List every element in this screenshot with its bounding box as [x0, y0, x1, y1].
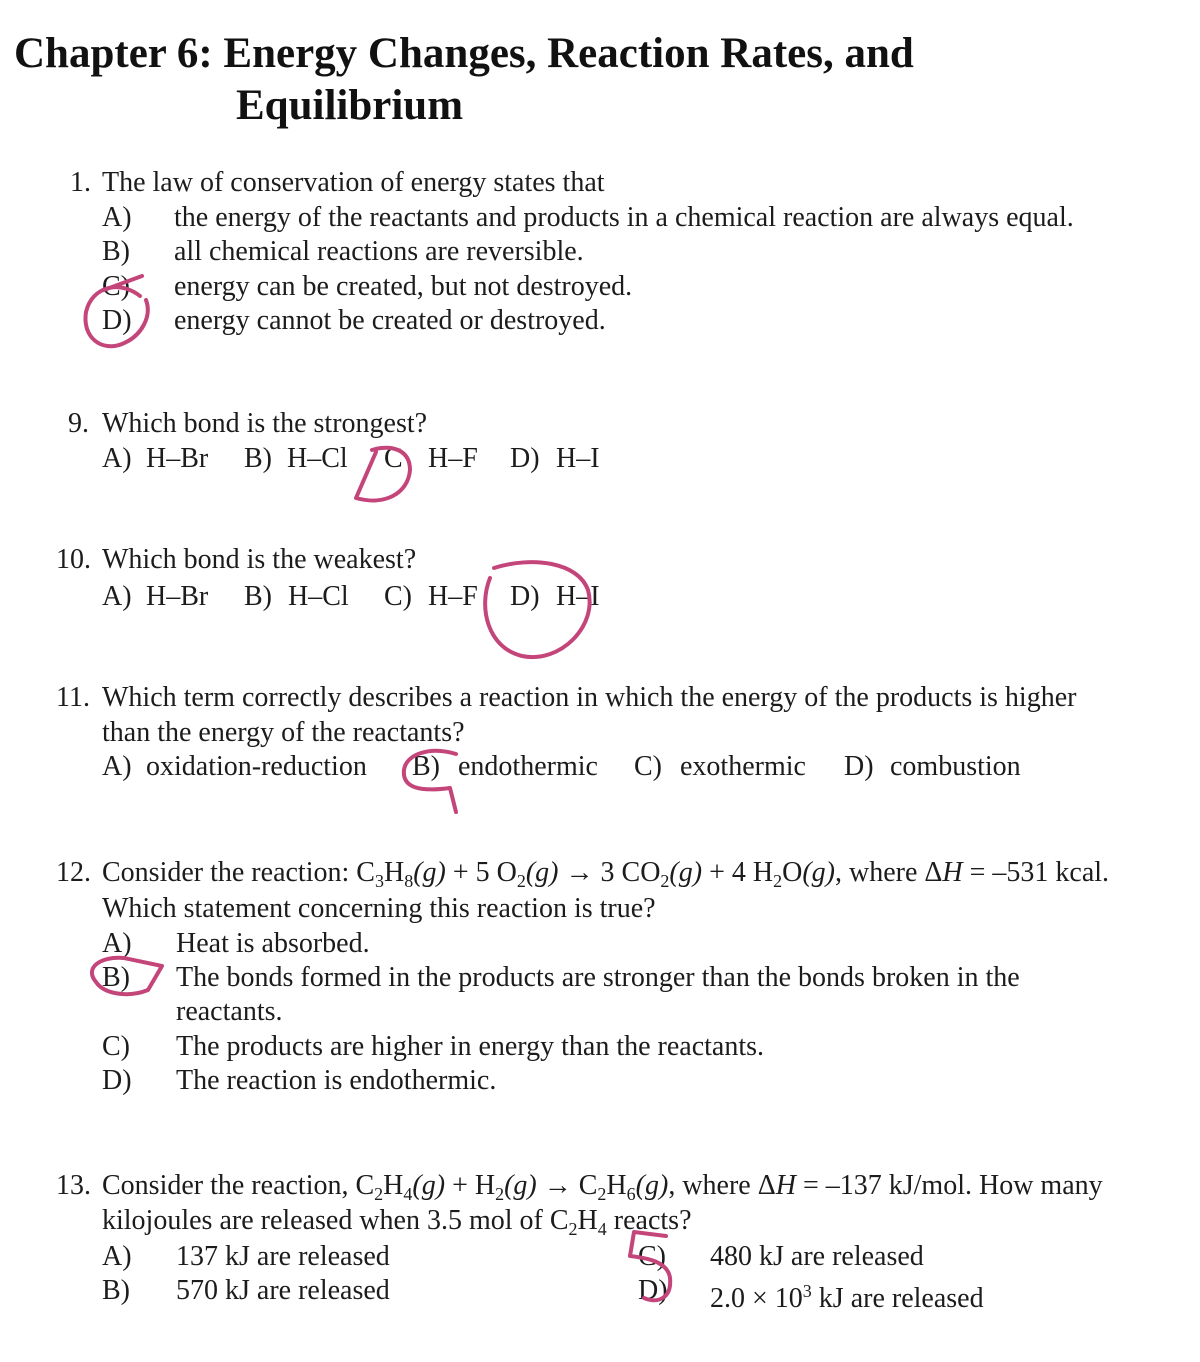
option-text-b[interactable]: endothermic	[458, 751, 598, 782]
option-text-d[interactable]: H–I	[556, 581, 600, 612]
question-number: 9.	[68, 408, 89, 439]
option-letter-c[interactable]: C)	[638, 1241, 666, 1272]
option-text-c[interactable]: The products are higher in energy than the reactants.	[176, 1031, 765, 1062]
option-text-b[interactable]: H–Cl	[288, 581, 349, 612]
question-stem-line1: Consider the reaction, $C_2H_4(g) + H_2(g) \to C_2H_6(g)$, where ΔH = –137 kJ/mol. How many	[102, 1170, 1103, 1204]
option-letter-d[interactable]: D)	[638, 1275, 668, 1306]
option-text-b[interactable]: H–Cl	[287, 443, 348, 474]
option-letter-c[interactable]: C	[384, 443, 403, 474]
chapter-title-line1: Chapter 6: Energy Changes, Reaction Rates, and	[14, 30, 914, 77]
question-number: 10.	[56, 544, 91, 575]
question-number: 11.	[56, 682, 90, 713]
option-text-b[interactable]: 570 kJ are released	[176, 1275, 390, 1306]
option-text-d[interactable]: energy cannot be created or destroyed.	[174, 305, 606, 336]
option-text-b[interactable]: all chemical reactions are reversible.	[174, 236, 584, 267]
option-text-c[interactable]: energy can be created, but not destroyed.	[174, 271, 633, 302]
option-letter-b[interactable]: B)	[244, 581, 272, 612]
chemical-equation: $C_2H_4(g) + H_2(g) \to C_2H_6(g)$	[355, 1170, 669, 1204]
option-letter-b[interactable]: B)	[244, 443, 272, 474]
option-letter-a[interactable]: A)	[102, 751, 132, 782]
option-text-b[interactable]: The bonds formed in the products are stronger than the bonds broken in the	[176, 962, 1020, 993]
option-text-a[interactable]: the energy of the reactants and products in a chemical reaction are always equal.	[174, 202, 1074, 233]
option-letter-a[interactable]: A)	[102, 581, 132, 612]
option-text-a[interactable]: 137 kJ are released	[176, 1241, 390, 1272]
option-letter-d[interactable]: D)	[510, 581, 540, 612]
question-stem-line2: Which statement concerning this reaction is true?	[102, 893, 656, 924]
option-text-b-continued[interactable]: reactants.	[176, 996, 283, 1027]
question-stem: The law of conservation of energy states that	[102, 167, 605, 198]
option-text-a[interactable]: Heat is absorbed.	[176, 928, 370, 959]
option-letter-b[interactable]: B)	[102, 962, 130, 993]
question-number: 1.	[70, 167, 91, 198]
question-number: 12.	[56, 857, 91, 888]
option-letter-c[interactable]: C)	[634, 751, 662, 782]
option-letter-b[interactable]: B)	[102, 1275, 130, 1306]
option-text-c[interactable]: exothermic	[680, 751, 806, 782]
option-text-a[interactable]: H–Br	[146, 443, 209, 474]
option-letter-c[interactable]: C)	[102, 1031, 130, 1062]
option-letter-d[interactable]: D)	[102, 305, 132, 336]
option-text-d[interactable]: H–I	[556, 443, 600, 474]
question-stem: Which bond is the strongest?	[102, 408, 428, 439]
option-text-a[interactable]: oxidation-reduction	[146, 751, 367, 782]
option-letter-d[interactable]: D)	[844, 751, 874, 782]
option-text-c[interactable]: 480 kJ are released	[710, 1241, 924, 1272]
option-text-c[interactable]: H–F	[428, 581, 478, 612]
option-letter-b[interactable]: B)	[102, 236, 130, 267]
option-letter-c[interactable]: C)	[384, 581, 412, 612]
question-stem-line2: than the energy of the reactants?	[102, 717, 465, 748]
question-stem-line2: kilojoules are released when 3.5 mol of $C_2H_4$ reacts?	[102, 1205, 692, 1239]
option-letter-a[interactable]: A)	[102, 443, 132, 474]
question-stem-line1: Which term correctly describes a reaction in which the energy of the products is higher	[102, 682, 1077, 713]
option-text-d[interactable]: The reaction is endothermic.	[176, 1065, 497, 1096]
question-stem-line1: Consider the reaction: $C_3H_8(g) + 5$ $O_2(g) \to 3$ $CO_2(g) + 4$ $H_2O(g)$, where ΔH = –531 kcal.	[102, 857, 1110, 891]
option-letter-a[interactable]: A)	[102, 1241, 132, 1272]
option-letter-c[interactable]: C)	[102, 271, 130, 302]
option-text-d[interactable]: combustion	[890, 751, 1021, 782]
option-letter-a[interactable]: A)	[102, 928, 132, 959]
chapter-title-line2: Equilibrium	[236, 82, 464, 129]
chemical-equation: $C_3H_8(g) + 5$ $O_2(g) \to 3$ $CO_2(g) + 4$ $H_2O(g)$	[356, 857, 835, 891]
option-text-d[interactable]: $2.0 \times 10^3$ kJ are released	[710, 1281, 984, 1314]
option-letter-d[interactable]: D)	[510, 443, 540, 474]
option-text-c[interactable]: H–F	[428, 443, 478, 474]
option-letter-d[interactable]: D)	[102, 1065, 132, 1096]
question-number: 13.	[56, 1170, 91, 1201]
option-letter-b[interactable]: B)	[412, 751, 440, 782]
option-text-a[interactable]: H–Br	[146, 581, 209, 612]
option-letter-a[interactable]: A)	[102, 202, 132, 233]
question-stem: Which bond is the weakest?	[102, 544, 417, 575]
